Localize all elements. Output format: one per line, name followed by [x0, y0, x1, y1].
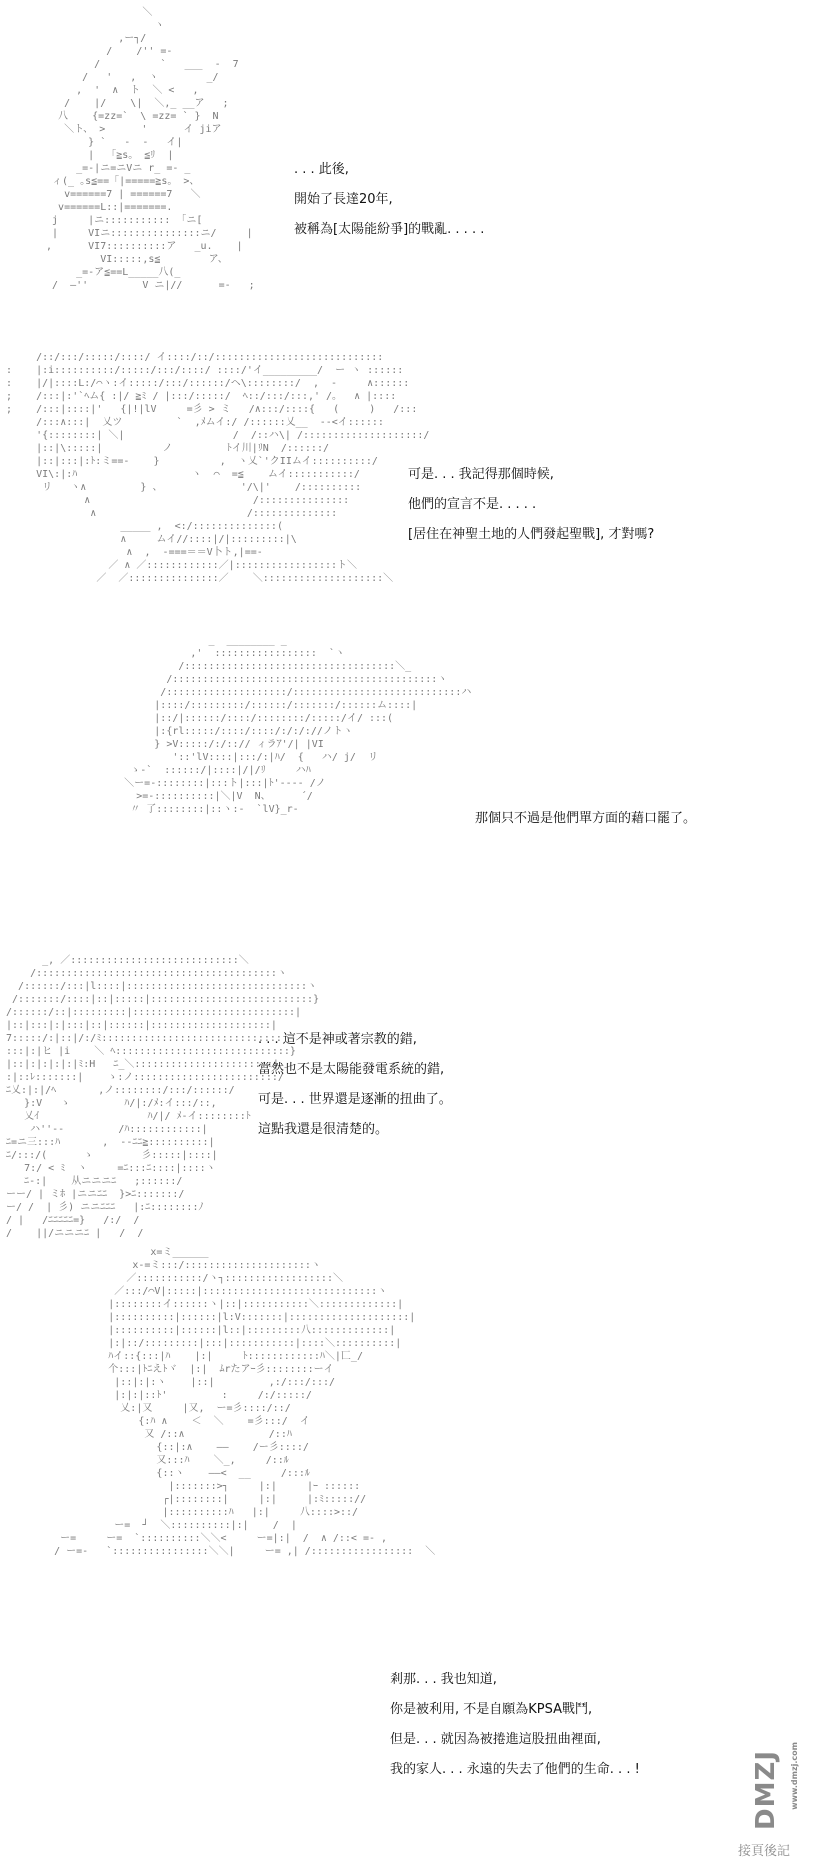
dialogue-text-3 — [475, 804, 696, 834]
ascii-art-figure-2: /::/:::/:::::/::::/ イ::::/::/:::::::::::::::::::::::::::: : |:i::::::::::/:::::/:::/::::/ ::::/'イ_________/ ー ヽ :::::: : |/|::::L:/⌒ヽ:イ:::::/:::/::::::/ヘ\::::::::/ , - ∧:::::: ; /:::|:'`ﾍム{ :|/ ≧ﾐ / |:::/:::::/ ﾍ::/:::/:::,' /。 ∧ |:::: ; /:::|::::|' {|!|lV =彡 > ミ /∧:::/::::{ ( ) /::: /:::∧:::| 乂ツ ` ,ﾒムイ:/ /::::::乂__ --<イ:::::: '{::::::::| ＼| / /::ハ\| /::::::::::::::::::::/ |::|\:::::| ノ ﾄイ川|ﾘN /::::::/ |::|:::|:ﾄ:ミ==- } , ヽ乂`'クIIムイ::::::::::/ VI\:|:ﾊ ヽ ⌒ =≦ ムイ:::::::::::/ リ ヽ∧ } 、 '/\|' /:::::::::: ∧ /::::::::::::::: ∧ /:::::::::::::: _____ , <:/::::::::::::::( ∧ ムイ//::::|/|:::::::::|\ ∧ , -===＝＝V卜ト,|==- ／ ∧ ／::::::::::::／|:::::::::::::::::ト＼ ／ ／:::::::::::::::／ ＼::::::::::::::::::::＼ — [6, 352, 430, 584]
dialogue-line: 被稱為[太陽能紛爭]的戰亂. . . . . — [294, 222, 485, 237]
ascii-art-figure-5: x=ミ______ x-=ミ:::/:::::::::::::::::::::ヽ ／:::::::::::/ヽ┐::::::::::::::::::＼ ／:::/⌒V|:::::|:::::::::::::::::::::::::::::ヽ |::::::::イ::::::ヽ|::|:::::::::::＼:::::::::::::| |::::::::::|::::::|l:V:::::::|::::::::::::::::::::| |::::::::::|::::::|l::|:::::::::八:::::::::::::| |:|::/:::::::::|:::|:::::::::::|::::＼::::::::::| ﾊイ::{:::|ﾊ |:| ﾄ::::::::::::ﾊ＼|匸_/ 个:::|ﾄﾆえﾄヾ |:| ﾑrたアｰ彡::::::::ーイ |::|:|:ヽ |::| ,:/:::/:::/ |:|:|::ﾄ' : /:/:::::/ 乂:|又 |又, ー=彡::::/::/ {:ﾊ ∧ ＜ ＼ =彡:::/ イ 又 /::∧ /::ﾊ {::|:∧ ―― /ー彡::::/ 又:::ﾊ ＼_, /::ﾙ {::ヽ ――< __ /:::ﾙ |:::::::>┐ |:| |ｰ :::::: ┌|::::::::| |:| |:ﾐ:::::// |::::::::::ﾊ |:| 八::::>::/ ー= ┘ ＼::::::::::|:| / | ー= ー= `::::::::::＼＼< ー=|:| / ∧ /::< =- , / ー=- `::::::::::::::::＼＼| ー= ,| /::::::::::::::::: ＼ — [54, 1247, 436, 1557]
panel-2 — [0, 345, 800, 625]
panel-4 — [0, 950, 800, 1239]
dialogue-line: 可是. . . 世界還是逐漸的扭曲了。 — [258, 1092, 452, 1107]
dialogue-line: . . . 此後, — [294, 162, 349, 177]
dialogue-line: 這點我還是很清楚的。 — [258, 1122, 389, 1137]
panel-1 — [0, 0, 800, 340]
dialogue-text-2 — [408, 460, 654, 550]
dialogue-line: . . . 這不是神或著宗教的錯, — [258, 1032, 417, 1047]
panel-3 — [0, 630, 800, 940]
ascii-art-figure-4: _, ／::::::::::::::::::::::::::::＼ /::::::::::::::::::::::::::::::::::::::::ヽ /::::::/:::|l::::|::::::::::::::::::::::::::::::ヽ /:::::::/::::|::|:::::|:::::::::::::::::::::::::::} /::::::/::|:::::::::|:::::::::::::::::::::::::::| |::|:::|:|:::|::|::::::|::::::::::::::::::::| 7:::::/:|::|/:/ﾐ::::::::::::::::::::::::::::::ヽ :::|:|ヒ |i ＼ ﾍ:::::::::::::::::::::::::::::} |::|:|:|:|:|ﾐ:H ﾆ_＼:::::::::::::::::::::::| :|::ﾚ:::::::| ゝ:ノ::::::::::::::::::::::::/ ﾆ乂:|:|/ﾍ ,ノ::::::::/:::/::::::/ }:V ゝ ﾊ/|:/ﾒ:イ:::/::, 乂ｲ ﾊ/|/ ﾒ-イ::::::::ﾄ ハ''-- /ﾊ::::::::::::| ﾆ=ニ三:::ﾊ , --ﾆﾆ≧::::::::::| ﾆ/:::/( ゝ 彡:::::|::::| 7:/ < ﾐ ヽ =ﾆ:::ﾆ::::|::::ヽ ﾆ-:| 从ニニニﾆ ;::::::/ ーー/ | ミﾎ |ニニﾆﾆ }>ﾆ:::::::/ ー/ / | 彡) ニニﾆﾆﾆ |:ﾆ::::::::ﾉ / | /ﾆﾆﾆﾆﾆ=} /:/ / / ||/ニニニﾆ | / / — [6, 955, 320, 1239]
dialogue-text-5 — [390, 1665, 640, 1785]
dialogue-line: 我的家人. . . 永遠的失去了他們的生命. . . ! — [390, 1762, 640, 1777]
watermark-logo — [716, 1750, 816, 1830]
dialogue-line: 剎那. . . 我也知道, — [390, 1672, 497, 1687]
dialogue-line: 那個只不過是他們單方面的藉口罷了。 — [475, 811, 697, 826]
dialogue-line: 開始了長達20年, — [294, 192, 393, 207]
dialogue-line: 但是. . . 就因為被捲進這股扭曲裡面, — [390, 1732, 601, 1747]
dialogue-line: [居住在神聖土地的人們發起聖戰], 才對嗎? — [408, 527, 655, 542]
panel-5 — [0, 1240, 800, 1865]
dialogue-line: 他們的宣言不是. . . . . — [408, 497, 537, 512]
dialogue-line: 你是被利用, 不是自願為KPSA戰鬥, — [390, 1702, 593, 1717]
dialogue-line: 當然也不是太陽能發電系統的錯, — [258, 1062, 445, 1077]
watermark-text: 接頁後記 — [737, 1844, 790, 1859]
ascii-art-figure-3: _ ________ _ ,' ::::::::::::::::: `ヽ /:::::::::::::::::::::::::::::::::::＼_ /::::::::::::::::::::::::::::::::::::::::::::ヽ /::::::::::::::::::::/::::::::::::::::::::::::::::ハ |::::/:::::::::/::::::/:::::::/::::::ム::::| |::/|::::::/::::/::::::::/:::::/イ/ :::( |:{rl:::::/::::/::::/:/:/://ノトヽ } >V:::::/:/::// ィラｱ'/| |VI '::'lV::::|:::/:|ﾊ/ { ハ/ j/ リ ゝ-` ::::::/|::::|/|/ﾘ ハﾊ ＼ー=-::::::::|:::ト|:::|ﾄ'---- /ノ >=-::::::::::|＼|V N、 ´/ 〃 了::::::::|::ヽ:‐ `lV}_r- 那個只不過是他們單方面的藉口罷了。 — [70, 634, 370, 934]
dialogue-line: 可是. . . 我記得那個時候, — [408, 467, 554, 482]
dialogue-text-4 — [258, 1025, 452, 1145]
watermark-url: www.dmzj.com — [790, 1742, 799, 1810]
watermark-logo-text: DMZJ — [751, 1750, 781, 1830]
dialogue-text-1 — [294, 155, 484, 245]
ascii-art-figure-1: ＼ ヽ ,ー┐/ / /'' =- / ` ___ - 7 / ' , ヽ _/ , ' ∧ ト ＼ < , / |/ \| ＼,_ __ア ; 八 {=zz=` \ =zz= ` } N ＼ト、 > ' イ jiア } ` - - イ| | 「≧s。 ≦ﾘ | _=-|ニ=ニVニ r_ =- _ ィ(_ ｡s≦==「|=====≧s。 >、 v======7 | ======7 ＼ v======L::|=======. j |ニ::::::::::: 「ニ[ | VIニ:::::::::::::::ニ/ | , VI7::::::::::ア _u. | VI:::::,s≦ ア、 _=-ア≦==L_____八(_ / ―'' V ニ|// =- ; — [46, 7, 255, 291]
